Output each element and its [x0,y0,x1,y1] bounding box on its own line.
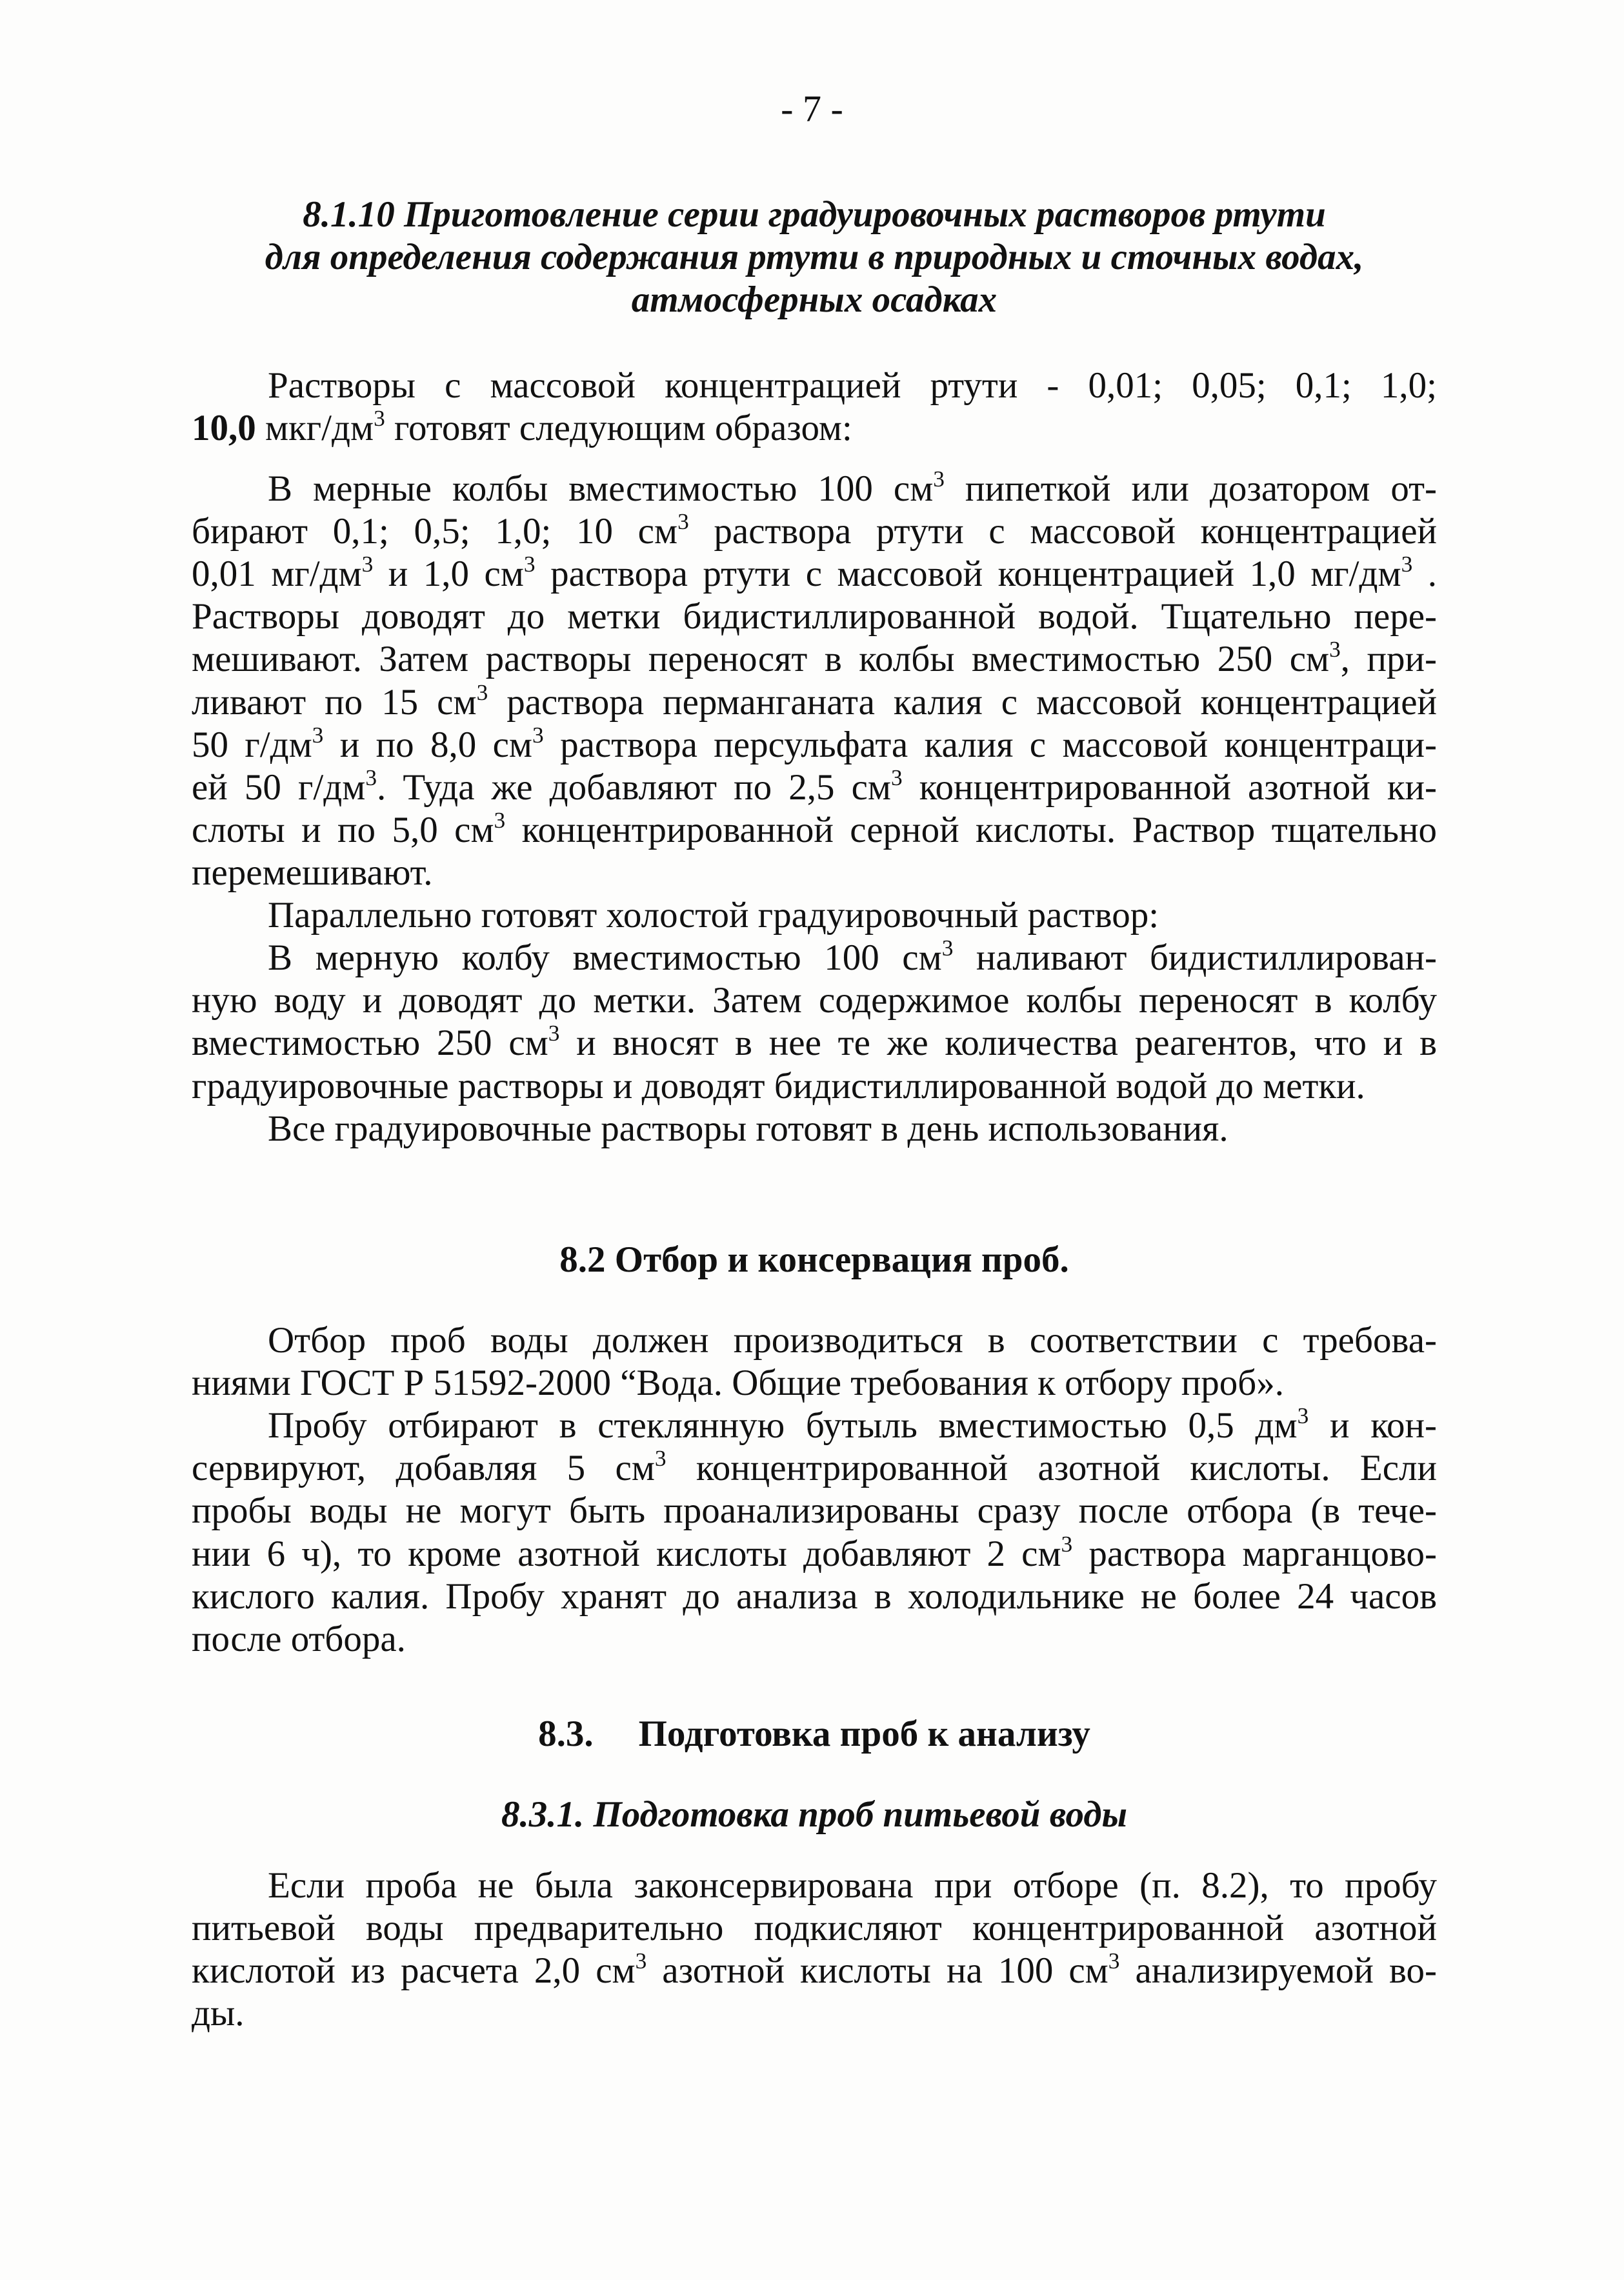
text-line: ную воду и доводят до метки. Затем содержимое колбы переносят в колбу [192,980,1437,1021]
text-line [192,681,1437,724]
text-fragment: мешивают. Затем растворы переносят в колбы вместимостью 250 см [192,639,1330,680]
text-fragment: ей 50 г/дм [192,766,366,808]
paragraph-procedure [192,468,1437,1150]
text-fragment: слоты и по 5,0 см [192,809,494,850]
text-line [192,468,1437,510]
heading-line: для определения содержания ртути в природных и сточных водах, [265,237,1364,278]
heading-line: 8.1.10 Приготовление серии градуировочных растворов ртути [303,194,1326,235]
text-line: после отбора. [192,1618,406,1659]
text-line: питьевой воды предварительно подкисляют концентрированной азотной [192,1908,1437,1949]
text-line [192,724,1437,766]
superscript: 3 [494,807,506,833]
text-line: градуировочные растворы и доводят бидистиллированной водой до метки. [192,1065,1365,1106]
text-fragment: концентрированной серной кислоты. Раствор тщательно [505,809,1438,850]
text-fragment: анализируемой во- [1119,1950,1437,1992]
text-line [192,407,1437,450]
text-fragment: кислотой из расчета 2,0 см [192,1950,636,1992]
superscript: 3 [677,509,689,535]
superscript: 3 [941,935,954,961]
superscript: 3 [374,406,385,432]
text-fragment: и вносят в нее те же количества реагентов, что и в [559,1023,1437,1064]
section-8-3-heading [192,1713,1437,1755]
text-line: перемешивают. [192,852,433,893]
text-line [192,766,1437,809]
text-line: Растворы с массовой концентрацией ртути - 0,01; 0,05; 0,1; 1,0; [268,365,1437,406]
text-fragment: пипеткой или дозатором от- [944,468,1437,509]
text-fragment: и 1,0 см [373,554,524,595]
text-fragment: , при- [1340,639,1437,680]
text-line: Если проба не была законсервирована при отборе (п. 8.2), то пробу [268,1865,1437,1906]
page-number: - 7 - [781,88,843,130]
text-fragment: бирают 0,1; 0,5; 1,0; 10 см [192,511,678,552]
text-fragment: раствора ртути с массовой концентрацией [688,511,1437,552]
section-number: 8.3. [538,1714,594,1754]
text-fragment: . [1412,554,1437,595]
paragraph-drinking-water [192,1865,1437,2035]
superscript: 3 [1061,1531,1073,1557]
heading-line: атмосферных осадках [631,279,997,321]
text-line [192,1950,1437,1992]
superscript: 3 [654,1446,667,1472]
superscript: 3 [476,679,488,705]
text-fragment: 50 г/дм [192,724,312,765]
text-fragment: и кон- [1308,1405,1437,1446]
section-8-3-1-heading: 8.3.1. Подготовка проб питьевой воды [501,1794,1128,1835]
text-fragment: вместимостью 250 см [192,1023,548,1064]
text-line: ды. [192,1993,245,2034]
text-line: Параллельно готовят холостой градуировочный раствор: [268,895,1159,936]
section-8-2-heading: 8.2 Отбор и консервация проб. [559,1239,1069,1280]
superscript: 3 [933,466,945,492]
superscript: 3 [312,722,324,748]
text-fragment: В мерную колбу вместимостью 100 см [268,937,942,979]
superscript: 3 [361,552,374,577]
text-fragment: нии 6 ч), то кроме азотной кислоты добавляют 2 см [192,1533,1061,1574]
text-line [192,553,1437,595]
text-fragment: и по 8,0 см [323,724,533,765]
text-fragment: . Туда же добавляют по 2,5 см [376,766,891,808]
text-fragment: сервируют, добавляя 5 см [192,1448,655,1489]
superscript: 3 [635,1948,647,1974]
text-fragment: В мерные колбы вместимостью 100 см [268,468,934,509]
text-line [192,1533,1437,1575]
text-line: Отбор проб воды должен производиться в соответствии с требова- [268,1320,1437,1361]
text-fragment: 0,01 мг/дм [192,554,362,595]
text-line: пробы воды не могут быть проанализированы сразу после отбора (в тече- [192,1490,1437,1532]
text-line: Все градуировочные растворы готовят в день использования. [268,1108,1228,1149]
text-line [192,937,1437,979]
text-fragment: ливают по 15 см [192,681,477,723]
paragraph-concentrations [192,365,1437,450]
text-line [192,510,1437,553]
text-line [192,1022,1437,1065]
superscript: 3 [1401,552,1413,577]
text-line [192,638,1437,681]
text-line [192,1447,1437,1490]
text-line [192,1405,1437,1447]
superscript: 3 [548,1021,560,1046]
text-fragment: готовят следующим образом: [385,408,852,449]
text-line: ниями ГОСТ Р 51592-2000 “Вода. Общие требования к отбору проб». [192,1363,1284,1404]
text-fragment: Пробу отбирают в стеклянную бутыль вместимостью 0,5 дм [268,1405,1298,1446]
text-line [192,809,1437,852]
text-fragment: концентрированной азотной ки- [902,766,1437,808]
text-fragment: концентрированной азотной кислоты. Если [666,1448,1437,1489]
text-fragment: азотной кислоты на 100 см [647,1950,1108,1992]
superscript: 3 [890,765,903,790]
text-fragment: раствора марганцово- [1072,1533,1437,1574]
text-fragment: раствора персульфата калия с массовой концентраци- [543,724,1437,765]
text-line: Растворы доводят до метки бидистиллированной водой. Тщательно пере- [192,596,1437,637]
text-line: кислого калия. Пробу хранят до анализа в холодильнике не более 24 часов [192,1575,1437,1617]
text-fragment: раствора перманганата калия с массовой концентрацией [488,681,1437,723]
superscript: 3 [1108,1948,1120,1974]
superscript: 3 [365,765,377,790]
text-fragment: наливают бидистиллирован- [953,937,1437,979]
superscript: 3 [1329,637,1341,663]
superscript: 3 [532,722,544,748]
text-fragment: мкг/дм [256,408,374,449]
text-fragment: раствора ртути с массовой концентрацией 1,0 мг/дм [535,554,1401,595]
bold-value: 10,0 [192,408,256,449]
section-title: Подготовка проб к анализу [638,1714,1090,1754]
paragraph-sampling [192,1319,1437,1661]
superscript: 3 [1297,1403,1309,1429]
section-8-1-10-heading [192,194,1437,321]
superscript: 3 [523,552,536,577]
